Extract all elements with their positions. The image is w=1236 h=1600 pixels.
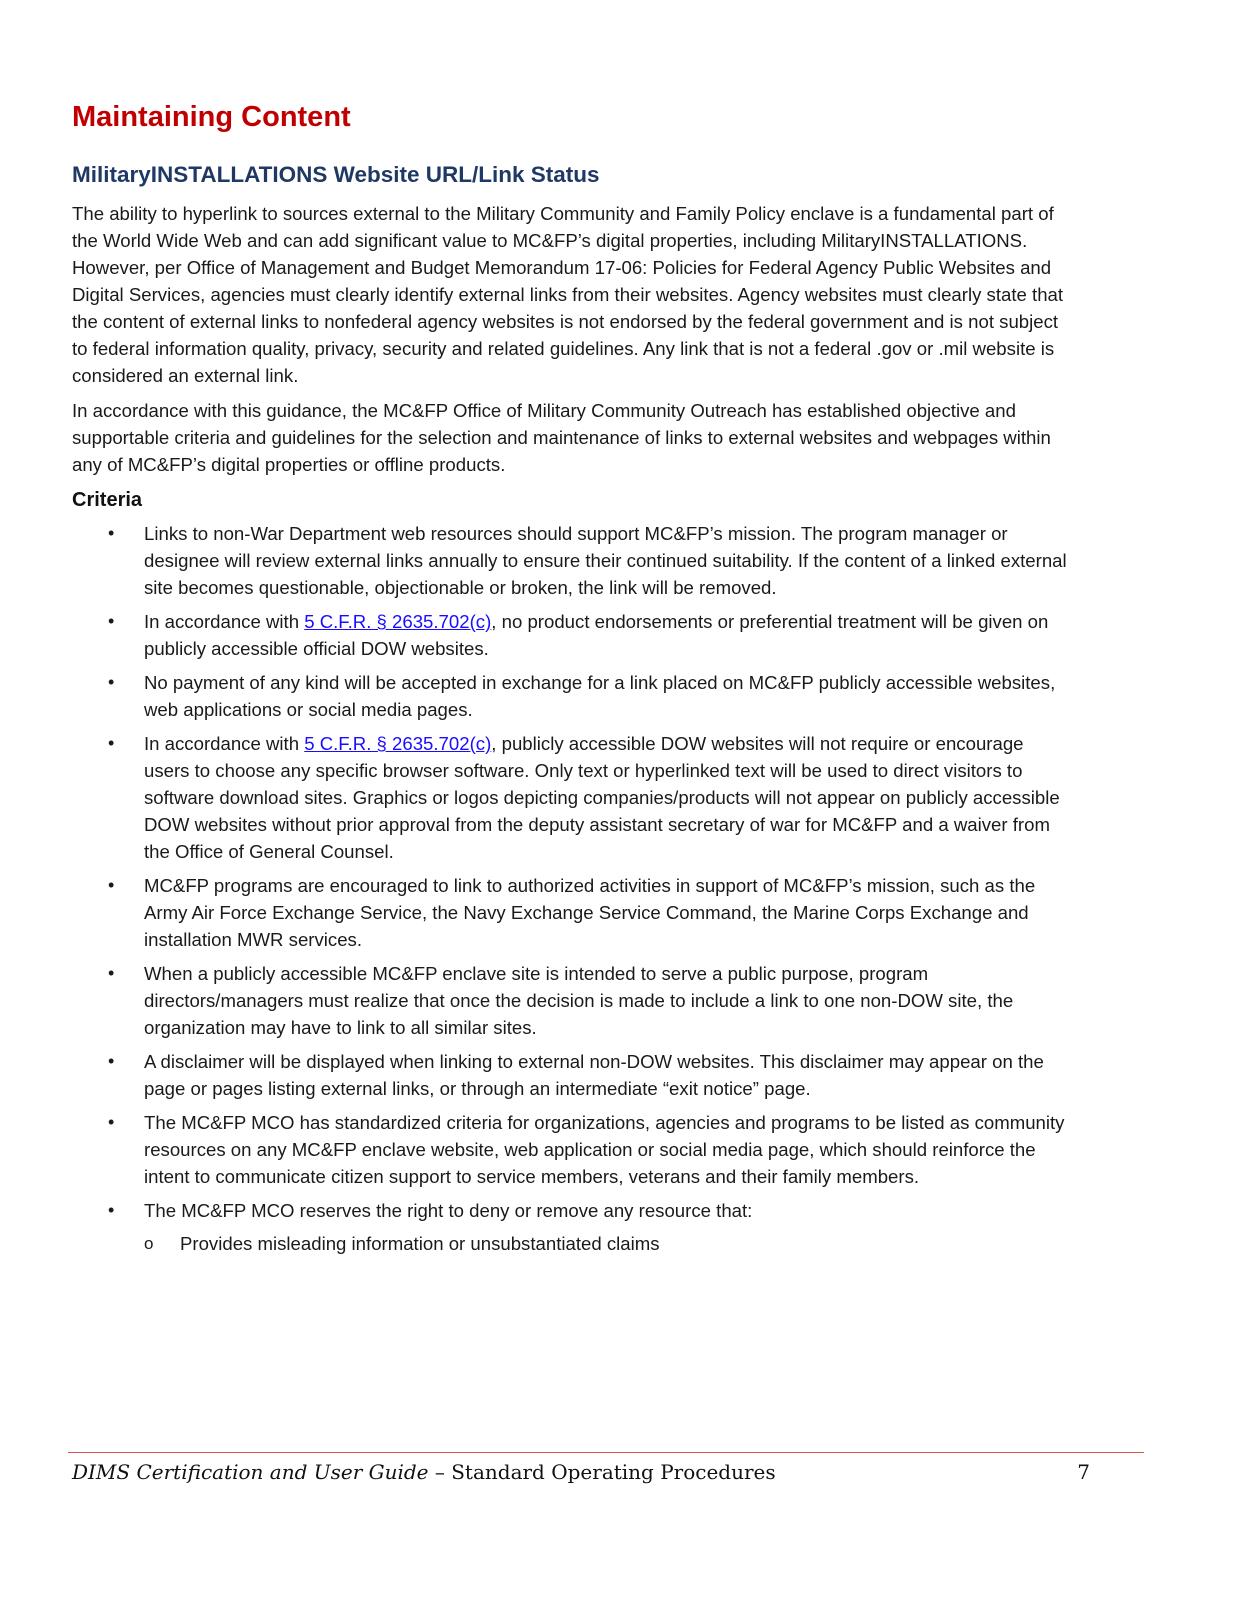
criteria-item	[72, 1048, 1072, 1102]
bullet-icon: •	[108, 962, 115, 983]
cfr-link[interactable]: 5 C.F.R. § 2635.702(c)	[304, 732, 492, 754]
cfr-link[interactable]: 5 C.F.R. § 2635.702(c)	[304, 610, 492, 632]
bullet-icon: •	[108, 874, 115, 895]
page-title: Maintaining Content	[72, 101, 351, 133]
bullet-icon: •	[108, 1111, 115, 1132]
criteria-text-before: In accordance with	[144, 610, 305, 632]
bullet-icon: •	[108, 610, 115, 631]
criteria-text-after: , no product endorsements or preferential treatment will be given on publicly accessible official DOW websites.	[144, 610, 1049, 659]
bullet-icon: •	[108, 522, 115, 543]
criteria-item	[72, 669, 1072, 723]
bullet-icon: •	[108, 671, 115, 692]
bullet-icon: •	[108, 1050, 115, 1071]
criteria-item	[72, 872, 1072, 953]
bullet-icon: •	[108, 1199, 115, 1220]
criteria-text-after: , publicly accessible DOW websites will not require or encourage users to choose any specific browser software. Only text or hyperlinked text will be used to direct visitors to software download sites. Graphics or logos depicting companies/products will not appear on publicly accessible DOW websites without prior approval from the deputy assistant secretary of war for MC&FP and a waiver from the Office of General Counsel.	[144, 732, 1060, 862]
section-heading: MilitaryINSTALLATIONS Website URL/Link Status	[72, 161, 600, 187]
sub-list-item	[144, 1230, 1072, 1257]
footer-doc-subtitle: – Standard Operating Procedures	[428, 1460, 776, 1484]
sub-item-text: Provides misleading information or unsubstantiated claims	[180, 1232, 660, 1254]
criteria-text: When a publicly accessible MC&FP enclave site is intended to serve a public purpose, program directors/managers must realize that once the decision is made to include a link to one non-DOW site, the organization may have to link to all similar sites.	[144, 962, 1014, 1038]
guidance-paragraph: In accordance with this guidance, the MC&FP Office of Military Community Outreach has established objective and supportable criteria and guidelines for the selection and maintenance of links to external websites and webpages within any of MC&FP’s digital properties or offline products.	[72, 399, 1051, 475]
criteria-item	[72, 520, 1072, 601]
footer-divider	[68, 1452, 1144, 1453]
document-page	[72, 100, 1072, 1264]
criteria-text: No payment of any kind will be accepted in exchange for a link placed on MC&FP publicly accessible websites, web applications or social media pages.	[144, 671, 1056, 720]
page-footer	[72, 1460, 1090, 1484]
criteria-item	[72, 730, 1072, 865]
criteria-text: A disclaimer will be displayed when linking to external non-DOW websites. This disclaimer may appear on the page or pages listing external links, or through an intermediate “exit notice” page.	[144, 1050, 1044, 1099]
criteria-item	[72, 1197, 1072, 1257]
criteria-item	[72, 1109, 1072, 1190]
criteria-list	[72, 520, 1072, 1257]
bullet-icon: •	[108, 732, 115, 753]
page-number: 7	[1077, 1460, 1090, 1484]
intro-paragraph: The ability to hyperlink to sources external to the Military Community and Family Policy enclave is a fundamental part of the World Wide Web and can add significant value to MC&FP’s digital properties, including MilitaryINSTALLATIONS. However, per Office of Management and Budget Memorandum 17-06: Policies for Federal Agency Public Websites and Digital Services, agencies must clearly identify external links from their websites. Agency websites must clearly state that the content of external links to nonfederal agency websites is not endorsed by the federal government and is not subject to federal information quality, privacy, security and related guidelines. Any link that is not a federal .gov or .mil website is considered an external link.	[72, 202, 1064, 386]
criteria-heading: Criteria	[72, 488, 143, 511]
criteria-item	[72, 960, 1072, 1041]
criteria-text: The MC&FP MCO has standardized criteria for organizations, agencies and programs to be listed as community resources on any MC&FP enclave website, web application or social media page, which should reinforce the intent to communicate citizen support to service members, veterans and their family members.	[144, 1111, 1065, 1187]
criteria-text: MC&FP programs are encouraged to link to authorized activities in support of MC&FP’s mission, such as the Army Air Force Exchange Service, the Navy Exchange Service Command, the Marine Corps Exchange and installation MWR services.	[144, 874, 1036, 950]
circle-bullet-icon: o	[144, 1233, 154, 1253]
sub-list	[144, 1230, 1072, 1257]
criteria-text: The MC&FP MCO reserves the right to deny or remove any resource that:	[144, 1199, 753, 1221]
criteria-text: Links to non-War Department web resources should support MC&FP’s mission. The program manager or designee will review external links annually to ensure their continued suitability. If the content of a linked external site becomes questionable, objectionable or broken, the link will be removed.	[144, 522, 1067, 598]
footer-doc-title: DIMS Certification and User Guide	[72, 1460, 429, 1484]
criteria-text-before: In accordance with	[144, 732, 305, 754]
criteria-item	[72, 608, 1072, 662]
